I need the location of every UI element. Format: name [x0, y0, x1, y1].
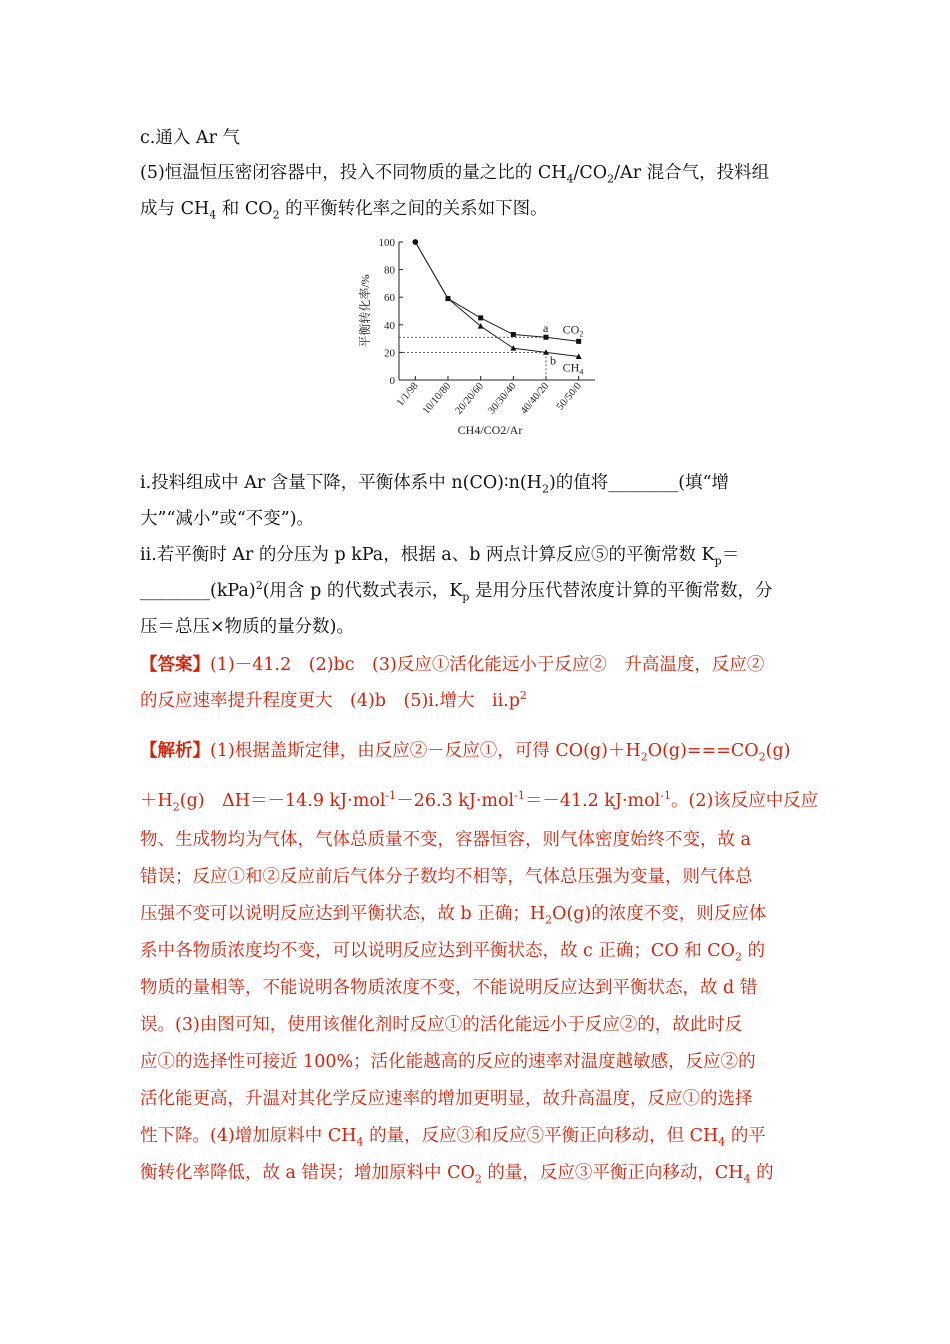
- analysis-line5: 压强不变可以说明反应达到平衡状态，故 b 正确；$H_2O(g)$的浓度不变，则反应体: [140, 904, 767, 927]
- analysis-line4: 错误；反应①和②反应前后气体分子数均不相等，气体总压强为变量，则气体总: [140, 867, 753, 887]
- q5-line2: 成与 $CH_4$ 和 $CO_2$ 的平衡转化率之间的关系如下图。: [140, 199, 548, 222]
- sub-question-i-line2: 大”“减小”或“不变”)。: [140, 509, 315, 529]
- data-point-CO2: [544, 335, 549, 340]
- analysis-line2: $+H_2(g)$ ΔH＝－14.9 kJ·mol$^{-1}$－26.3 kJ·mol$^{-1}$＝－41.2 kJ·mol$^{-1}$。(2)该反应中反应: [140, 789, 819, 814]
- x-tick-label: 20/20/60: [453, 380, 486, 417]
- sub-question-ii-line1: ⅱ.若平衡时 Ar 的分压为 p kPa，根据 a、b 两点计算反应⑤的平衡常数 $K_p=$: [140, 545, 740, 568]
- point-label-a: a: [543, 321, 549, 336]
- series-line-CH4: [415, 242, 578, 357]
- answer-line2: 的反应速率提升程度更大 (4)b (5)ⅰ.增大 $ⅱ.p^2$: [140, 689, 527, 711]
- option-c: c.通入 Ar 气: [140, 128, 240, 148]
- x-tick-label: 50/50/0: [554, 380, 584, 413]
- analysis-line10: 活化能更高，升温对其化学反应速率的增加更明显，故升高温度，反应①的选择: [140, 1089, 753, 1109]
- analysis-line6: 系中各物质浓度均不变，可以说明反应达到平衡状态，故 c 正确；CO 和 $CO_2$ 的: [140, 941, 766, 964]
- y-tick-label: 20: [384, 347, 395, 360]
- data-point-CH4: [413, 239, 419, 245]
- analysis-line8: 误。(3)由图可知，使用该催化剂时反应①的活化能远小于反应②的，故此时反: [140, 1015, 743, 1035]
- y-tick-label: 80: [384, 264, 395, 277]
- analysis-tag: 【解析】: [140, 741, 210, 761]
- answer-tag: 【答案】: [140, 655, 210, 675]
- sub-question-i-line1: ⅰ.投料组成中 Ar 含量下降，平衡体系中 $n(CO)∶n(H_2)$的值将________(填“增: [140, 473, 730, 496]
- data-point-CO2: [511, 332, 516, 337]
- y-tick-label: 0: [389, 375, 395, 387]
- chart-axes: [399, 242, 595, 380]
- x-tick-label: 10/10/80: [420, 380, 454, 417]
- analysis-line9: 应①的选择性可接近 100%；活化能越高的反应的速率对温度越敏感，反应②的: [140, 1052, 756, 1072]
- y-tick-label: 40: [384, 319, 395, 332]
- analysis-line12: 衡转化率降低，故 a 错误；增加原料中 $CO_2$ 的量，反应③平衡正向移动，$CH_4$ 的: [140, 1163, 774, 1186]
- analysis-line11: 性下降。(4)增加原料中 $CH_4$ 的量，反应③和反应⑤平衡正向移动，但 $CH_4$ 的平: [140, 1126, 766, 1149]
- data-point-CH4: [510, 345, 516, 351]
- x-tick-label: 30/30/40: [486, 380, 519, 417]
- series-label-CO2: $CO_2$: [562, 322, 584, 339]
- y-axis-label: 平衡转化率/%: [358, 274, 372, 348]
- answer-line1: 【答案】(1)－41.2 (2)bc (3)反应①活化能远小于反应② 升高温度，反应②: [140, 655, 765, 675]
- y-tick-label: 60: [384, 292, 395, 305]
- x-axis-label: CH4/CO2/Ar: [457, 423, 523, 437]
- sub-question-ii-line2: ________(kPa)$^2$(用含 p 的代数式表示，$K_p$ 是用分压代替浓度计算的平衡常数，分: [140, 579, 773, 604]
- x-ticks: [395, 376, 584, 417]
- series-label-CH4: $CH_4$: [562, 360, 584, 377]
- data-point-CO2: [576, 339, 581, 344]
- point-label-b: b: [550, 353, 556, 368]
- analysis-line3: 物、生成物均为气体，气体总质量不变，容器恒容，则气体密度始终不变，故 a: [140, 830, 751, 850]
- analysis-line7: 物质的量相等，不能说明各物质浓度不变，不能说明反应达到平衡状态，故 d 错: [140, 978, 758, 998]
- series-line-CO2: [415, 242, 578, 341]
- sub-question-ii-line3: 压＝总压×物质的量分数)。: [140, 617, 354, 637]
- y-tick-label: 100: [378, 237, 395, 249]
- x-tick-label: 40/40/20: [518, 380, 552, 417]
- q5-line1: (5)恒温恒压密闭容器中，投入不同物质的量之比的 $CH_4/CO_2/Ar$ 混合气，投料组: [140, 163, 770, 186]
- x-tick-label: 1/1/98: [394, 380, 421, 409]
- data-point-CO2: [478, 315, 483, 320]
- conversion-chart: [355, 232, 605, 442]
- analysis-line1: 【解析】(1)根据盖斯定律，由反应②－反应①，可得 $CO(g)+H_2O(g)===CO_2(g)$: [140, 741, 791, 764]
